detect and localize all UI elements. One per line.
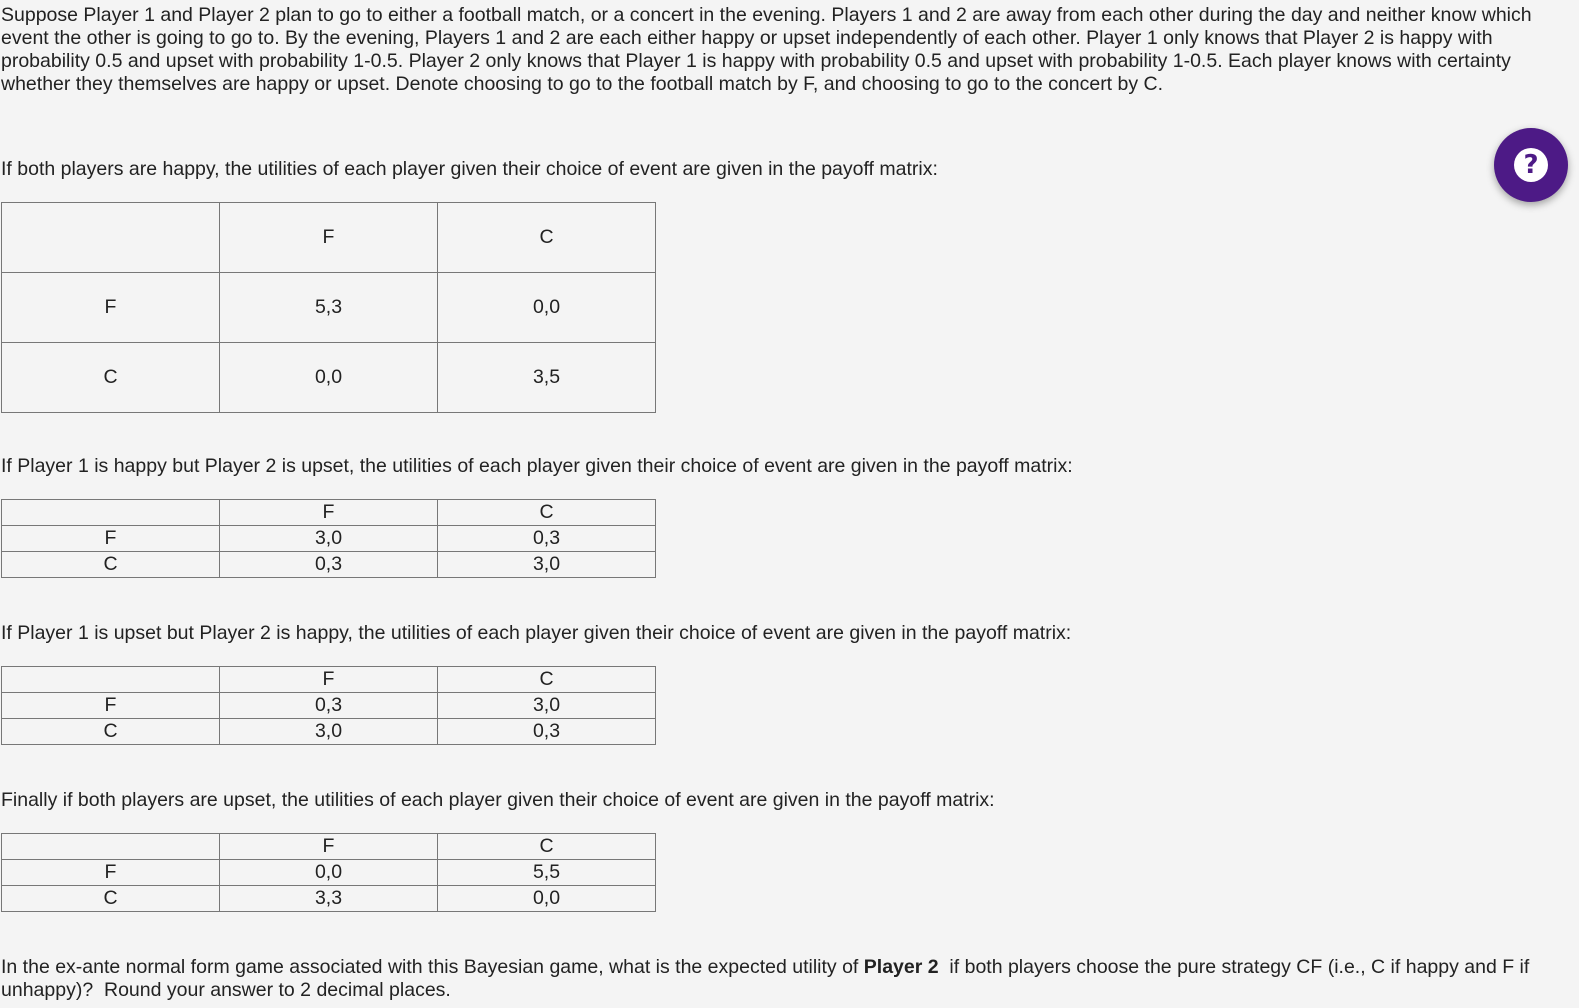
payoff-cell: 0,3 [438,719,656,745]
payoff-cell: 5,3 [220,273,438,343]
column-header: F [220,203,438,273]
payoff-cell: 0,0 [220,343,438,413]
payoff-cell: 3,5 [438,343,656,413]
row-header: C [2,343,220,413]
column-header: F [220,500,438,526]
question-circle-icon: ? [1514,148,1548,182]
table-corner-cell [2,667,220,693]
table-corner-cell [2,834,220,860]
column-header: C [438,203,656,273]
row-header: F [2,860,220,886]
column-header: C [438,667,656,693]
payoff-cell: 0,3 [220,552,438,578]
payoff-cell: 0,0 [438,886,656,912]
help-button[interactable] [1494,128,1568,202]
payoff-cell: 3,3 [220,886,438,912]
table-row [2,526,656,552]
payoff-matrix-p1-happy-p2-upset [1,499,656,578]
payoff-cell: 0,0 [220,860,438,886]
payoff-cell: 3,0 [220,526,438,552]
table-header-row [2,203,656,273]
row-header: C [2,719,220,745]
matrix-caption-both-happy: If both players are happy, the utilities of each player given their choice of event are given in the payoff matrix: [1,158,938,180]
table-header-row [2,667,656,693]
table-row [2,886,656,912]
table-header-row [2,500,656,526]
payoff-matrix-p1-upset-p2-happy [1,666,656,745]
payoff-cell: 0,0 [438,273,656,343]
payoff-matrix-both-happy [1,202,656,413]
matrix-caption-both-upset: Finally if both players are upset, the utilities of each player given their choice of event are given in the payoff matrix: [1,789,995,811]
matrix-caption-p1-happy-p2-upset: If Player 1 is happy but Player 2 is upset, the utilities of each player given their choice of event are given in the payoff matrix: [1,455,1073,477]
row-header: C [2,886,220,912]
problem-intro: Suppose Player 1 and Player 2 plan to go to either a football match, or a concert in the evening. Players 1 and 2 are away from each other during the day and neither know which event the other is going to go to. By the evening, Players 1 and 2 are each either happy or upset independently of each other. Player 1 only knows that Player 2 is happy with probability 0.5 and upset with probability 1-0.5. Player 2 only knows that Player 1 is happy with probability 0.5 and upset with probability 1-0.5. Each player knows with certainty whether they themselves are happy or upset. Denote choosing to go to the football match by F, and choosing to go to the concert by C. [1,4,1532,95]
payoff-matrix-both-upset [1,833,656,912]
payoff-cell: 3,0 [220,719,438,745]
table-corner-cell [2,203,220,273]
question-emphasis: Player 2 [863,956,939,978]
table-row [2,860,656,886]
table-row [2,693,656,719]
matrix-caption-p1-upset-p2-happy: If Player 1 is upset but Player 2 is happy, the utilities of each player given their choice of event are given in the payoff matrix: [1,622,1072,644]
column-header: C [438,834,656,860]
row-header: F [2,273,220,343]
column-header: C [438,500,656,526]
row-header: C [2,552,220,578]
table-row [2,552,656,578]
row-header: F [2,693,220,719]
payoff-cell: 5,5 [438,860,656,886]
column-header: F [220,834,438,860]
payoff-cell: 3,0 [438,693,656,719]
question-text-end: if both players choose the pure strategy CF (i.e., C if happy and F if unhappy)? Round your answer to 2 decimal places. [1,956,1535,1001]
column-header: F [220,667,438,693]
table-row [2,719,656,745]
table-row [2,273,656,343]
table-corner-cell [2,500,220,526]
table-header-row [2,834,656,860]
payoff-cell: 0,3 [438,526,656,552]
row-header: F [2,526,220,552]
question-text-start: In the ex-ante normal form game associated with this Bayesian game, what is the expected utility of [1,956,864,978]
table-row [2,343,656,413]
question-text [1,956,1561,1002]
payoff-cell: 0,3 [220,693,438,719]
payoff-cell: 3,0 [438,552,656,578]
